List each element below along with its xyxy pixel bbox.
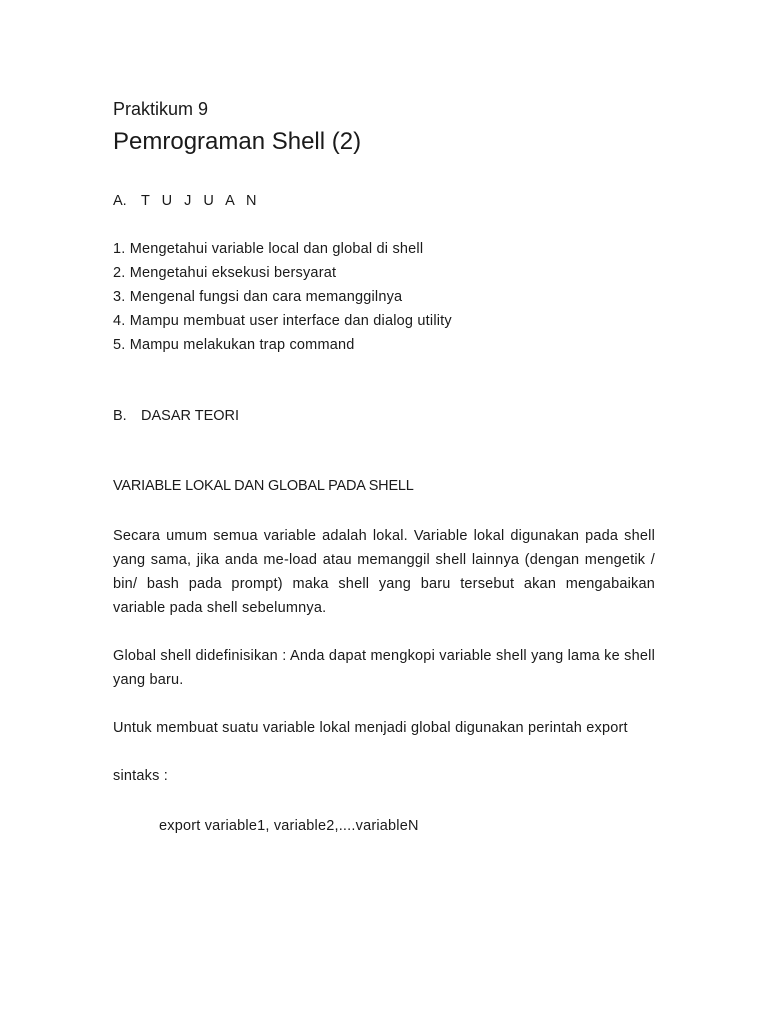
section-b-title: DASAR TEORI [141, 408, 240, 424]
subsection-heading: VARIABLE LOKAL DAN GLOBAL PADA SHELL [113, 478, 414, 494]
objective-item-1: 1. Mengetahui variable local dan global di shell [113, 241, 424, 257]
objectives-list [113, 237, 655, 357]
objective-item-5: 5. Mampu melakukan trap command [113, 337, 355, 353]
paragraph-global-shell: Global shell didefinisikan : Anda dapat mengkopi variable shell yang lama ke shell yang baru. [113, 648, 655, 688]
objective-item-3: 3. Mengenal fungsi dan cara memanggilnya [113, 289, 403, 305]
page-content [113, 96, 655, 836]
objective-item-4: 4. Mampu membuat user interface dan dialog utility [113, 313, 452, 329]
section-b-heading [113, 406, 655, 426]
section-a-letter: A. [113, 193, 127, 209]
section-a-title: T U J U A N [141, 193, 261, 209]
syntax-code: export variable1, variable2,....variableN [159, 818, 419, 834]
objective-item-2: 2. Mengetahui eksekusi bersyarat [113, 265, 337, 281]
section-a-heading [113, 191, 655, 211]
chapter-label: Praktikum 9 [113, 99, 209, 119]
chapter-title: Pemrograman Shell (2) [113, 128, 362, 155]
syntax-label: sintaks : [113, 768, 168, 784]
paragraph-local-variable: Secara umum semua variable adalah lokal. Variable lokal digunakan pada shell yang sama, jika anda me-load atau memanggil shell lainnya (dengan mengetik / bin/ bash pada prompt) maka shell yang baru tersebut akan mengabaikan variable pada shell sebelumnya. [113, 528, 655, 616]
section-b-letter: B. [113, 408, 127, 424]
paragraph-export: Untuk membuat suatu variable lokal menjadi global digunakan perintah export [113, 720, 628, 736]
